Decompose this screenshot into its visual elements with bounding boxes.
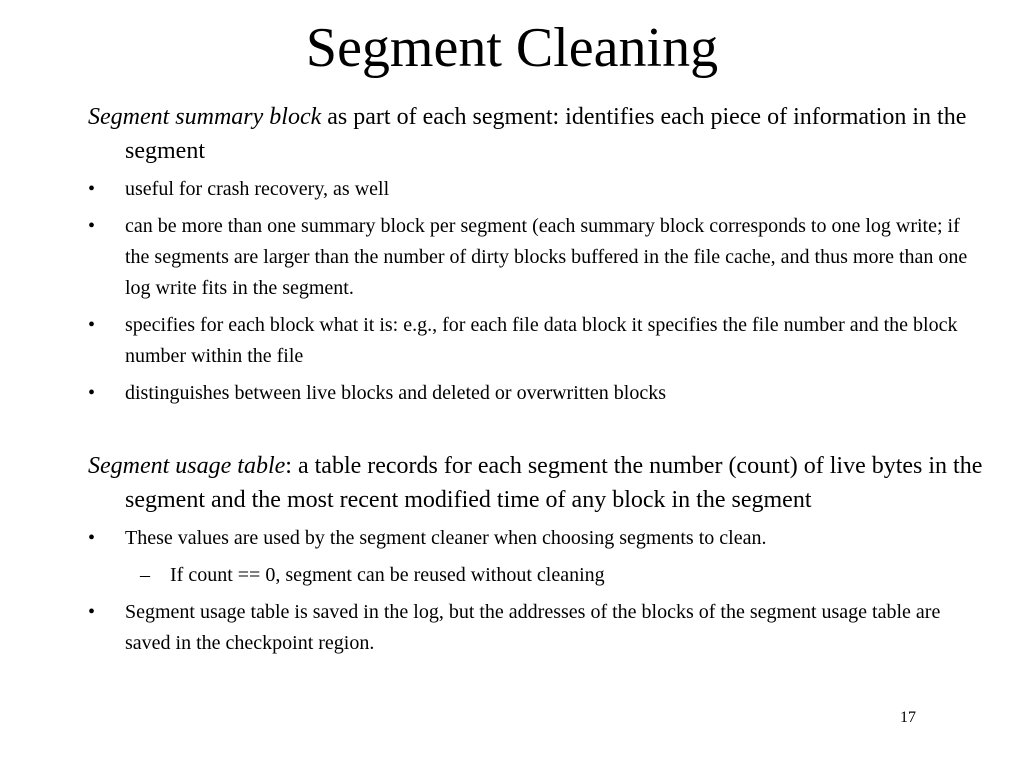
slide-body xyxy=(88,100,988,659)
bullet-text: Segment usage table is saved in the log, but the addresses of the blocks of the segment usage table are saved in the checkpoint region. xyxy=(125,601,941,654)
bullet-icon: • xyxy=(88,601,96,623)
segment-summary-paragraph xyxy=(88,100,988,168)
slide-title: Segment Cleaning xyxy=(305,17,719,79)
bullet-text: specifies for each block what it is: e.g., for each file data block it specifies the file number and the block number within the file xyxy=(125,314,958,367)
bullet-icon: • xyxy=(88,527,96,549)
bullet-text: These values are used by the segment cleaner when choosing segments to clean. xyxy=(125,527,767,549)
sub-bullet-item xyxy=(88,560,988,591)
bullet-text: useful for crash recovery, as well xyxy=(125,178,390,200)
bullet-icon: • xyxy=(88,314,96,336)
sub-bullet-text: If count == 0, segment can be reused without cleaning xyxy=(170,564,605,586)
segment-usage-description: : a table records for each segment the number (count) of live bytes in the segment and the most recent modified time of any block in the segment xyxy=(125,453,983,513)
bullet-item xyxy=(88,211,988,304)
bullet-icon: • xyxy=(88,178,96,200)
dash-icon: – xyxy=(140,564,150,586)
segment-summary-description: as part of each segment: identifies each piece of information in the segment xyxy=(125,104,967,164)
bullet-item xyxy=(88,597,988,659)
segment-usage-term: Segment usage table xyxy=(88,453,286,479)
bullet-item xyxy=(88,174,988,205)
bullet-item xyxy=(88,523,988,554)
bullet-icon: • xyxy=(88,215,96,237)
bullet-text: distinguishes between live blocks and deleted or overwritten blocks xyxy=(125,382,666,404)
bullet-item xyxy=(88,378,988,409)
segment-usage-paragraph xyxy=(88,449,988,517)
bullet-item xyxy=(88,310,988,372)
segment-summary-term: Segment summary block xyxy=(88,104,322,130)
page-number: 17 xyxy=(900,709,916,726)
bullet-icon: • xyxy=(88,382,96,404)
bullet-text: can be more than one summary block per segment (each summary block corresponds to one log write; if the segments are larger than the number of dirty blocks buffered in the file cache, and thus more than one log write fits in the segment. xyxy=(125,215,968,299)
